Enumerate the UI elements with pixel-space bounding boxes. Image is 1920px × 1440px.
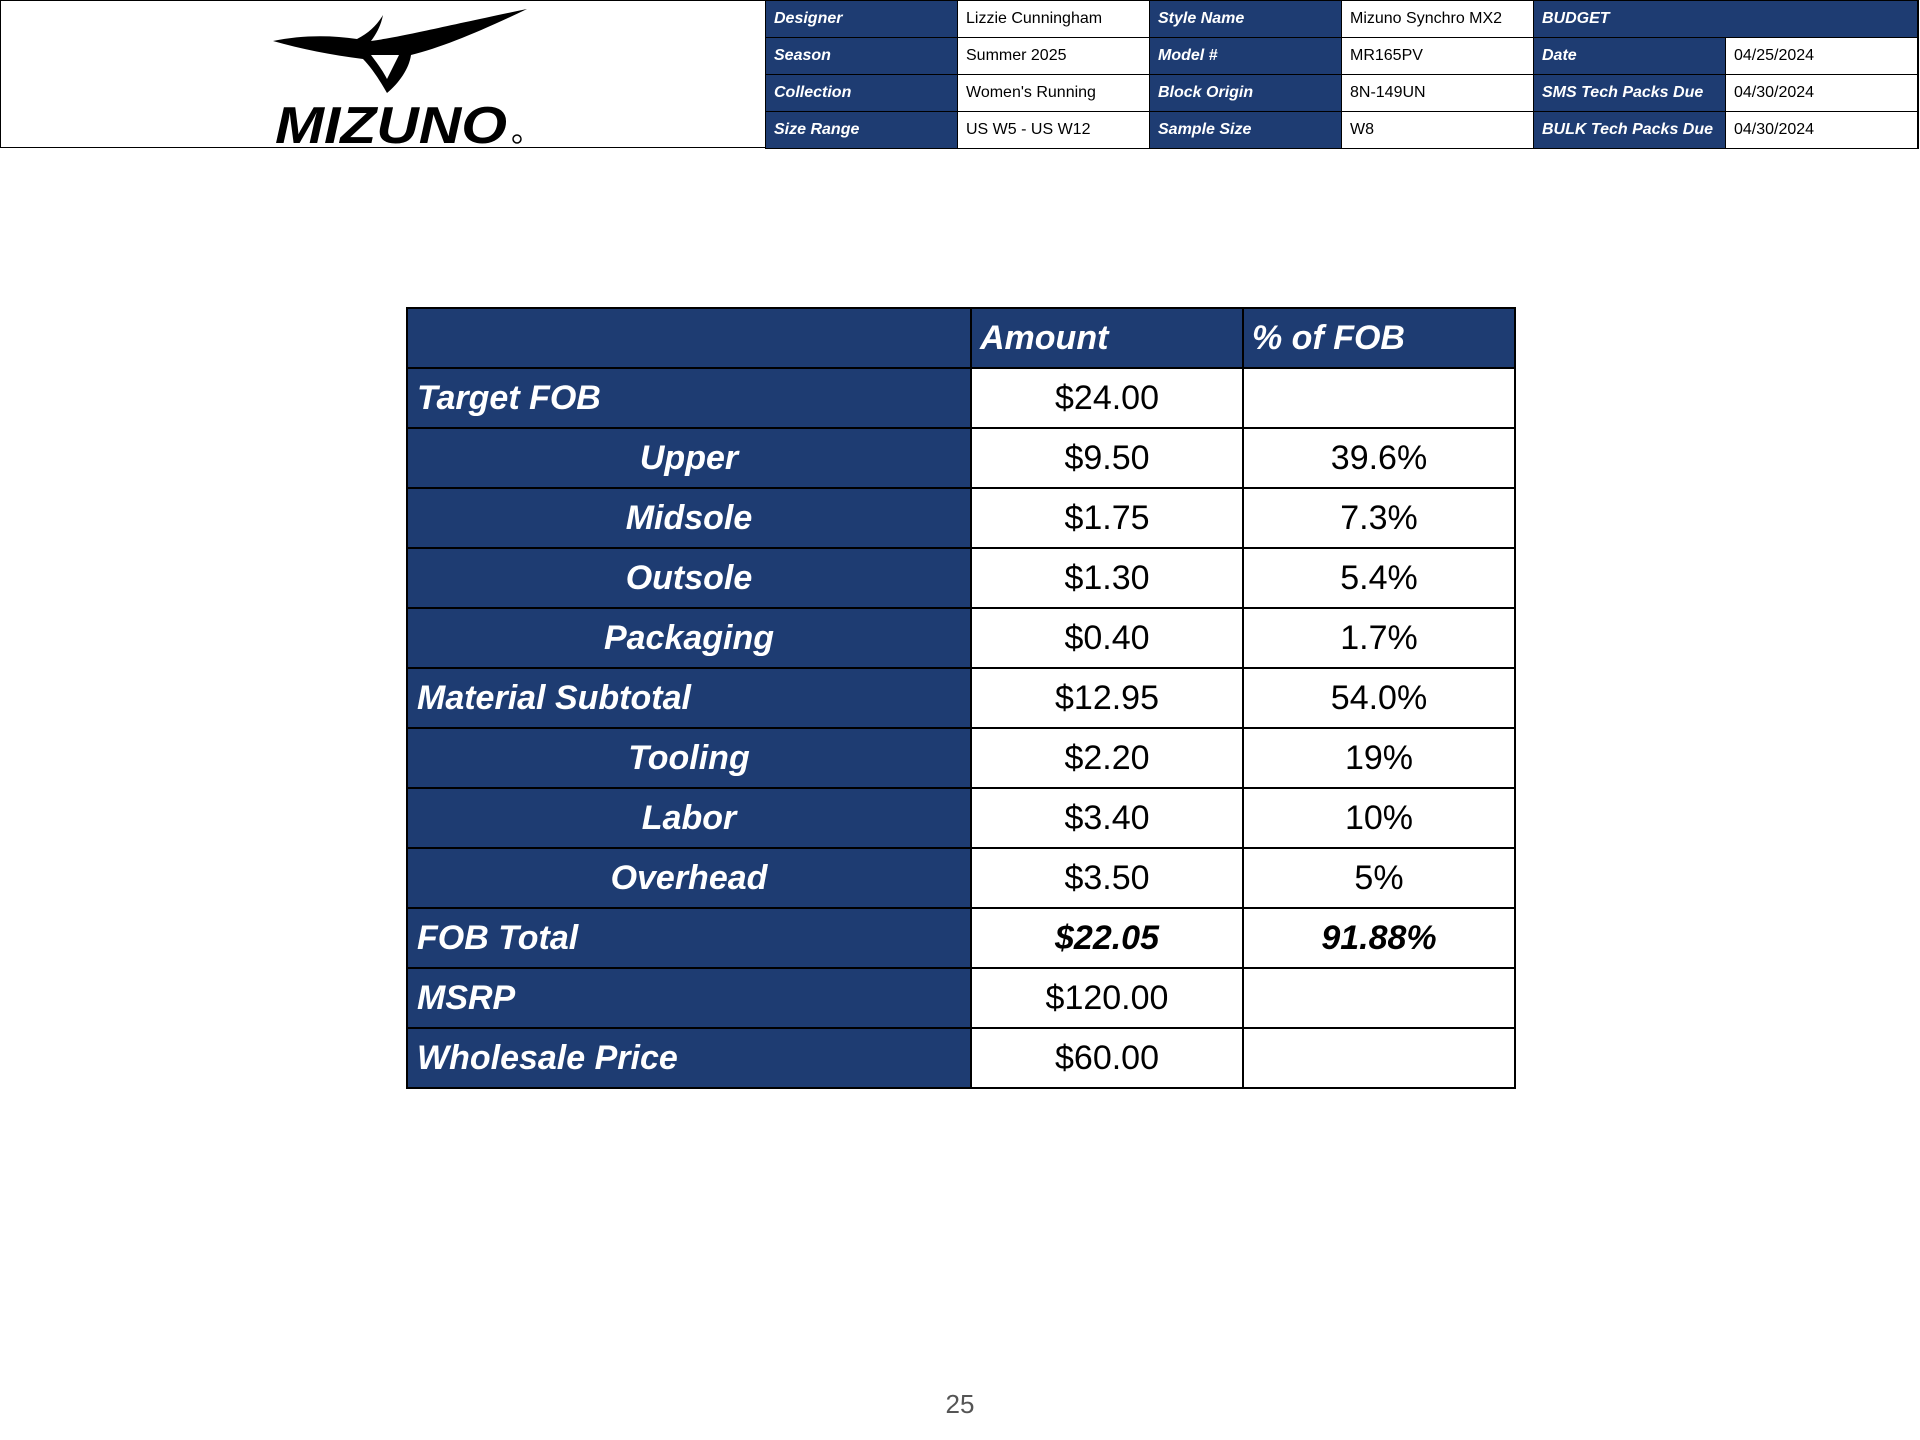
row-label: FOB Total — [407, 908, 971, 968]
table-row — [407, 428, 1515, 488]
row-label: Labor — [407, 788, 971, 848]
row-label: Packaging — [407, 608, 971, 668]
row-label: Target FOB — [407, 368, 971, 428]
date-label: Date — [1533, 37, 1726, 75]
row-amount: $9.50 — [971, 428, 1243, 488]
svg-text:MIZUNO: MIZUNO — [275, 97, 507, 147]
row-label: Material Subtotal — [407, 668, 971, 728]
row-amount: $120.00 — [971, 968, 1243, 1028]
row-percent — [1243, 368, 1515, 428]
row-percent: 54.0% — [1243, 668, 1515, 728]
row-percent: 5.4% — [1243, 548, 1515, 608]
collection-value: Women's Running — [957, 74, 1150, 112]
row-percent — [1243, 968, 1515, 1028]
row-amount: $0.40 — [971, 608, 1243, 668]
style-name-value: Mizuno Synchro MX2 — [1341, 0, 1534, 38]
row-label: Upper — [407, 428, 971, 488]
row-amount: $12.95 — [971, 668, 1243, 728]
season-value: Summer 2025 — [957, 37, 1150, 75]
sms-tech-packs-label: SMS Tech Packs Due — [1533, 74, 1726, 112]
designer-label: Designer — [765, 0, 958, 38]
row-amount: $60.00 — [971, 1028, 1243, 1088]
row-label: MSRP — [407, 968, 971, 1028]
page-number: 25 — [945, 1389, 975, 1419]
row-percent: 10% — [1243, 788, 1515, 848]
season-label: Season — [765, 37, 958, 75]
collection-label: Collection — [765, 74, 958, 112]
brand-logo-box — [0, 0, 766, 148]
table-row — [407, 668, 1515, 728]
row-amount: $1.75 — [971, 488, 1243, 548]
table-row — [407, 488, 1515, 548]
budget-label: BUDGET — [1533, 0, 1918, 38]
block-origin-label: Block Origin — [1149, 74, 1342, 112]
style-info-grid — [766, 0, 1919, 149]
bulk-tech-packs-value: 04/30/2024 — [1725, 111, 1918, 149]
row-percent: 7.3% — [1243, 488, 1515, 548]
row-percent: 19% — [1243, 728, 1515, 788]
style-name-label: Style Name — [1149, 0, 1342, 38]
row-percent: 5% — [1243, 848, 1515, 908]
table-row — [407, 968, 1515, 1028]
row-amount: $24.00 — [971, 368, 1243, 428]
table-row — [407, 848, 1515, 908]
designer-value: Lizzie Cunningham — [957, 0, 1150, 38]
table-row — [407, 788, 1515, 848]
header-amount: Amount — [971, 308, 1243, 368]
row-percent: 91.88% — [1243, 908, 1515, 968]
row-amount: $22.05 — [971, 908, 1243, 968]
model-label: Model # — [1149, 37, 1342, 75]
row-amount: $3.40 — [971, 788, 1243, 848]
table-row — [407, 728, 1515, 788]
table-row — [407, 608, 1515, 668]
row-amount: $1.30 — [971, 548, 1243, 608]
table-row — [407, 548, 1515, 608]
table-row — [407, 908, 1515, 968]
date-value: 04/25/2024 — [1725, 37, 1918, 75]
row-percent: 39.6% — [1243, 428, 1515, 488]
block-origin-value: 8N-149UN — [1341, 74, 1534, 112]
document-header — [0, 0, 1919, 149]
mizuno-logo — [271, 7, 531, 147]
row-amount: $2.20 — [971, 728, 1243, 788]
table-row — [407, 368, 1515, 428]
row-percent: 1.7% — [1243, 608, 1515, 668]
size-range-value: US W5 - US W12 — [957, 111, 1150, 149]
row-label: Overhead — [407, 848, 971, 908]
row-amount: $3.50 — [971, 848, 1243, 908]
row-label: Midsole — [407, 488, 971, 548]
row-percent — [1243, 1028, 1515, 1088]
budget-table — [406, 307, 1516, 1089]
table-row — [407, 1028, 1515, 1088]
header-percent-of-fob: % of FOB — [1243, 308, 1515, 368]
row-label: Outsole — [407, 548, 971, 608]
bulk-tech-packs-label: BULK Tech Packs Due — [1533, 111, 1726, 149]
row-label: Tooling — [407, 728, 971, 788]
row-label: Wholesale Price — [407, 1028, 971, 1088]
table-header-row — [407, 308, 1515, 368]
size-range-label: Size Range — [765, 111, 958, 149]
sms-tech-packs-value: 04/30/2024 — [1725, 74, 1918, 112]
model-value: MR165PV — [1341, 37, 1534, 75]
sample-size-value: W8 — [1341, 111, 1534, 149]
sample-size-label: Sample Size — [1149, 111, 1342, 149]
header-blank-cell — [407, 308, 971, 368]
